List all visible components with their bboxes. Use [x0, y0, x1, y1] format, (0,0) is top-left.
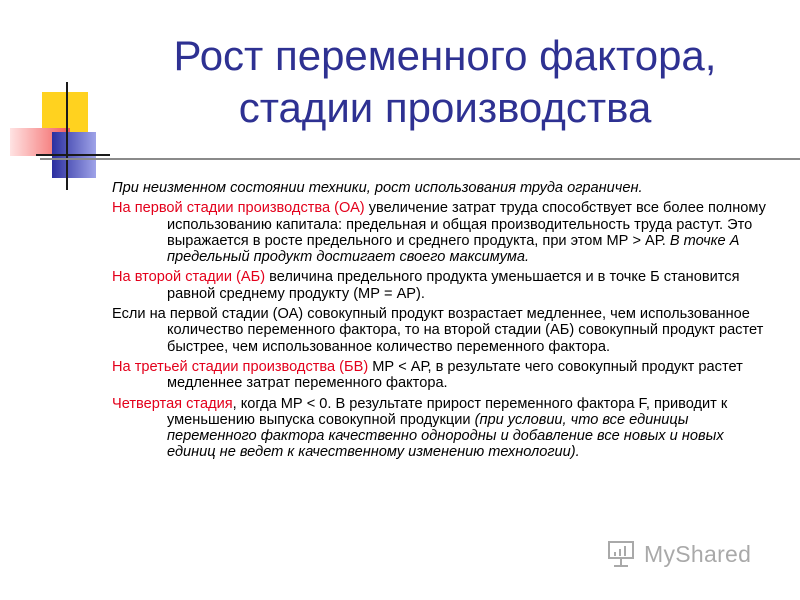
paragraph-stage-2 [112, 269, 772, 302]
watermark [606, 536, 766, 572]
paragraph-stage-4 [112, 396, 772, 461]
stage-2-text: величина предельного продукта уменьшается и в точке Б становится равной среднему продукту (МР = АР). [167, 269, 740, 302]
title-line-2: стадии производства [238, 84, 652, 131]
stage-4-text: , когда МР < 0. В результате прирост переменного фактора F, приводит к уменьшению выпуска совокупной продукции [167, 395, 728, 428]
presentation-board-icon [606, 538, 638, 570]
title-line-1: Рост переменного фактора, [173, 32, 717, 79]
watermark-text: MyShared [644, 540, 752, 567]
stage-4-label: Четвертая стадия [112, 395, 233, 412]
stage-1-text: увеличение затрат труда способствует все более полному использованию капитала: предельная и общая производительность труда растут. Это выражается в росте предельного и среднего продукта, при этом МР > АР. [167, 200, 766, 249]
stage-1-italic: В точке А предельный продукт достигает своего максимума. [167, 232, 740, 266]
comparison-text: Если на первой стадии (ОА) совокупный продукт возрастает медленнее, чем использованное количество переменного фактора, то на второй стадии (АБ) совокупный продукт растет быстрее, чем использованное количество переменного фактора. [112, 306, 764, 355]
paragraph-stage-3 [112, 359, 772, 392]
title-divider [40, 158, 800, 160]
paragraph-comparison [112, 306, 772, 355]
paragraph-stage-1 [112, 200, 772, 265]
corner-decoration [0, 60, 110, 190]
stage-4-italic: (при условии, что все единицы переменного фактора качественно однородны и добавление все новых и новых единиц не ведет к качественному изменению технологии). [167, 411, 724, 461]
slide-title [100, 30, 790, 134]
intro-text: При неизменном состоянии техники, рост использования труда ограничен. [112, 180, 643, 196]
slide-body [112, 180, 772, 465]
stage-1-label: На первой стадии производства (ОА) [112, 200, 365, 217]
deco-horizontal-line [36, 154, 110, 156]
stage-3-label: На третьей стадии производства (БВ) [112, 358, 369, 375]
deco-vertical-line [66, 82, 68, 190]
stage-2-label: На второй стадии (АБ) [112, 269, 266, 286]
stage-3-text: МР < АР, в результате чего совокупный продукт растет медленнее затрат переменного фактора. [167, 358, 743, 392]
